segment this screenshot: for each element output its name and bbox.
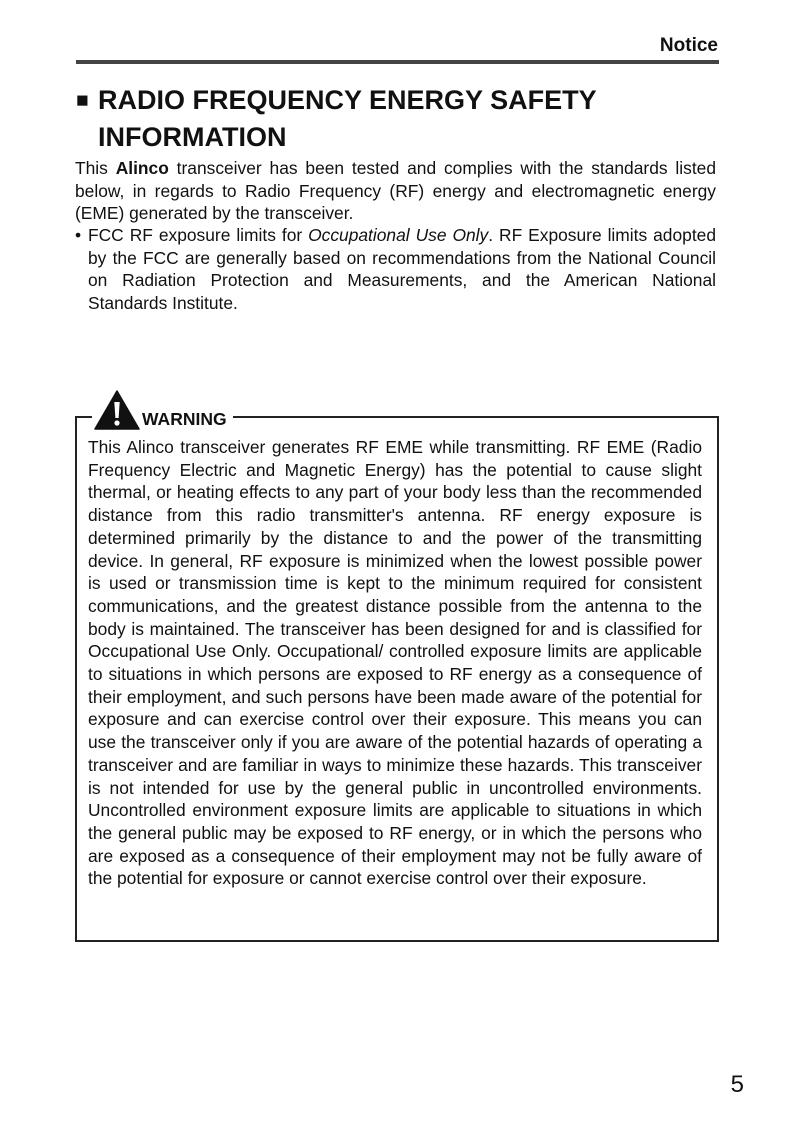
- bullet-prefix: FCC RF exposure limits for: [88, 225, 309, 245]
- running-header: Notice: [659, 35, 718, 56]
- page-number: 5: [730, 1071, 744, 1098]
- bullet-emphasis: Occupational Use Only: [308, 225, 489, 245]
- intro-prefix: This: [75, 158, 116, 178]
- bullet-suffix: . RF Exposure limits adopted by the FCC are generally based on recommendations from the National Council on Radiation Protection and Measurements, and the American National Standards Institute.: [88, 225, 716, 313]
- title-line-1: RADIO FREQUENCY ENERGY SAFETY: [98, 85, 597, 115]
- brand-name: Alinco: [115, 158, 169, 178]
- warning-header: [92, 390, 233, 430]
- intro-paragraph: [75, 157, 716, 225]
- warning-label: WARNING: [142, 409, 227, 429]
- header-rule: [76, 60, 719, 64]
- title-line-2: INFORMATION: [98, 122, 287, 152]
- section-title: [76, 82, 716, 155]
- bullet-dot-icon: •: [75, 225, 82, 245]
- warning-triangle-icon: [94, 390, 140, 430]
- square-bullet-icon: ■: [76, 89, 89, 112]
- fcc-bullet-item: [75, 224, 716, 314]
- intro-suffix: transceiver has been tested and complies with the standards listed below, in regards to Radio Frequency (RF) energy and electromagnetic energy (EME) generated by the transceiver.: [75, 158, 716, 224]
- warning-body: This Alinco transceiver generates RF EME while transmitting. RF EME (Radio Frequency Electric and Magnetic Energy) has the potential to cause slight thermal, or heating effects to any part of your body less than the recommended distance from this radio transmitter's antenna. RF energy exposure is determined primarily by the distance to and the power of the transmitting device. In general, RF exposure is minimized when the lowest possible power is used or transmission time is kept to the minimum required for consistent communications, and the greatest distance possible from the antenna to the body is maintained. The transceiver has been designed for and is classified for Occupational Use Only. Occupational/ controlled exposure limits are applicable to situations in which persons are exposed to RF energy as a consequence of their employment, and such persons have been made aware of the potential for exposure and can exercise control over their exposure. This means you can use the transceiver only if you are aware of the potential hazards of operating a transceiver and are familiar in ways to minimize these hazards. This transceiver is not intended for use by the general public in uncontrolled environments. Uncontrolled environment exposure limits are applicable to situations in which the general public may be exposed to RF energy, or in which the persons who are exposed as a consequence of their employment may not be fully aware of the potential for exposure or cannot exercise control over their exposure.: [88, 437, 702, 889]
